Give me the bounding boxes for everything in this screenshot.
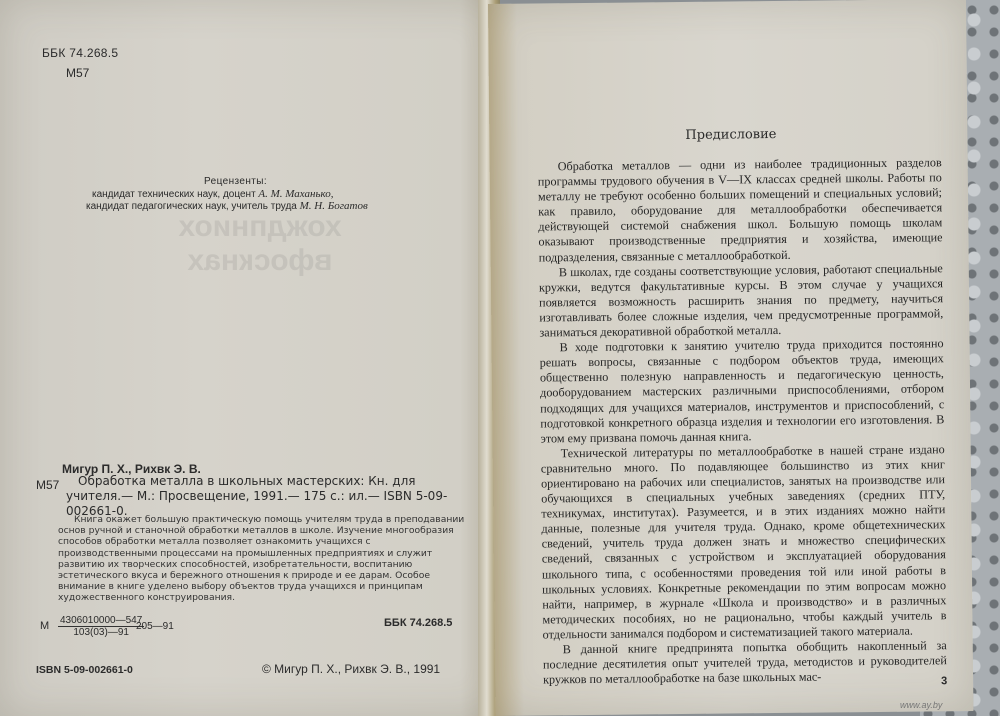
- right-page: [488, 0, 973, 716]
- preface-body: [538, 155, 948, 687]
- copyright: © Мигур П. Х., Рихвк Э. В., 1991: [262, 662, 441, 676]
- reviewer-1-title: кандидат технических наук, доцент: [92, 189, 259, 200]
- annotation: Книга окажет большую практическую помощь учителям труда в преподавании основ ручной и станочной обработки металлов в школе. Изучение многообразия способов обработки металла позволяет ознакомить учащихся с производственными процессами на промышленных предприятиях и служит развитию их творческих способностей, изобретательности, воспитанию эстетического вкуса и бережного отношения к природе и ее дарам. Особое внимание в книге уделено выбору объектов труда учащихся и принципам художественного конструирования.: [58, 514, 465, 604]
- show-through-text: хождпниох вфоскнах: [178, 210, 342, 277]
- catalog-index: М57: [36, 478, 60, 492]
- code-fraction: [58, 615, 144, 638]
- paragraph: В школах, где созданы соответствующие условия, работают специальные кружки, ведутся факультативные курсы. В этом случае у учащихся появляется возможность расширить знания по предмету, научиться изготавливать более сложные изделия, чем предусмотренные программой, заниматься декоративной обработкой металла.: [538, 260, 944, 340]
- reviewers-heading: Рецензенты:: [204, 176, 267, 187]
- isbn: ISBN 5-09-002661-0: [36, 664, 133, 676]
- code-tail: 205—91: [136, 621, 174, 632]
- paragraph: В ходе подготовки к занятию учителю труда приходится постоянно решать вопросы, связанные с подбором объектов труда, имеющих общественно полезную направленность и педагогическую ценность, дооборудованием мастерских различными приспособлениями, отбором подходящих для учащихся материалов, инструментов и приспособлений, с подготовкой конкретного образца изделия и технологии его изготовления. В этом ему призвана помочь данная книга.: [539, 336, 945, 446]
- reviewer-1-name: А. М. Маханько,: [258, 188, 334, 200]
- code-numerator: 4306010000—547: [60, 615, 143, 626]
- paragraph: Обработка металлов — одни из наиболее традиционных разделов программы трудового обучения в V—IX классах средней школы. Работы по металлу не требуют особенно больших помещений и специальных условий; как правило, оборудование для металлообработки обеспечивается действующей системой снабжения школ. Большую помощь школам оказывают производственные предприятия и хозяйства, имеющие подразделения, связанные с металлообработкой.: [537, 155, 943, 265]
- udc-index: М57: [66, 66, 90, 80]
- show-through-title: [130, 210, 390, 278]
- bbk-bottom: ББК 74.268.5: [384, 617, 453, 629]
- paragraph: В данной книге предпринята попытка обобщить накопленный за последние десятилетия опыт учителей труда, методистов и руководителей кружков по металлообработке на базе школьных мас-: [542, 638, 947, 687]
- reviewer-2-name: М. Н. Богатов: [299, 200, 368, 212]
- author-line: Мигур П. Х., Рихвк Э. В.: [62, 462, 201, 476]
- bbk-code: ББК 74.268.5: [42, 46, 119, 60]
- code-letter: М: [40, 620, 50, 632]
- watermark: www.ay.by: [900, 700, 943, 710]
- reviewer-2-title: кандидат педагогических наук, учитель труда: [86, 201, 300, 212]
- preface-title: Предисловие: [685, 126, 777, 143]
- paragraph: Технической литературы по металлообработке в нашей стране издано сравнительно много. По подавляющее большинство из этих книг ориентировано на рабочих или специалистов, занятых на производстве или обучающихся в специальных учебных заведениях (средних ПТУ, техникумах, институтах). Разумеется, и в этих изданиях можно найти данные, полезные для учителя труда. Однако, кроме общетехнических сведений, учитель труда должен знать и множество специфических сведений, связанных с устройством и эксплуатацией оборудования школьного типа, с особенностями проведения той или иной работы в школьных условиях. Конкретные рекомендации по этим вопросам можно найти, например, в журнале «Школа и производство» и в различных методических пособиях, но не рационально, чтобы каждый учитель в отдельности занимался подбором и систематизацией такого материала.: [540, 442, 947, 642]
- reviewer-2: [86, 200, 368, 212]
- reviewer-1: [92, 188, 334, 200]
- page-number: 3: [941, 675, 948, 688]
- code-denominator: 103(03)—91: [73, 627, 129, 638]
- bibliographic-record: Обработка металла в школьных мастерских: Кн. для учителя.— М.: Просвещение, 1991.— 175 с.: ил.— ISBN 5-09-002661-0.: [66, 474, 448, 518]
